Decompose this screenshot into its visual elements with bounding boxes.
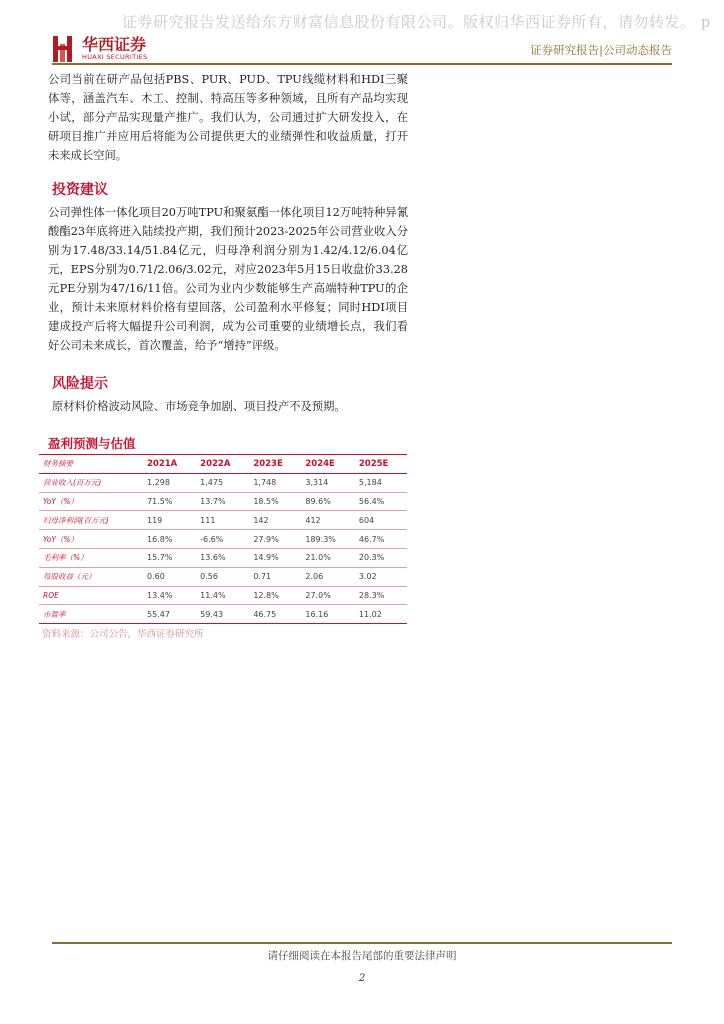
table-row — [39, 586, 407, 605]
table-cell: 71.5% — [143, 492, 196, 511]
table-cell: 0.56 — [196, 567, 249, 586]
table-cell: 189.3% — [301, 530, 355, 549]
table-cell: 1,475 — [196, 473, 249, 492]
table-cell: 11.4% — [196, 586, 249, 605]
footer-divider — [52, 942, 672, 944]
table-cell: 55.47 — [143, 605, 196, 624]
table-cell: 46.75 — [249, 605, 301, 624]
header-cell: 2021A — [143, 455, 196, 474]
risk-title: 风险提示 — [52, 376, 108, 392]
forecast-table-title: 盈利预测与估值 — [48, 436, 136, 451]
table-cell: 18.5% — [249, 492, 301, 511]
table-row — [39, 605, 407, 624]
table-cell: 11.02 — [355, 605, 407, 624]
table-cell: 89.6% — [301, 492, 355, 511]
watermark-text: 证券研究报告发送给东方财富信息股份有限公司。版权归华西证券所有，请勿转发。 p — [122, 13, 711, 31]
header-cell: 2022A — [196, 455, 249, 474]
forecast-table — [39, 454, 407, 624]
table-row — [39, 492, 407, 511]
table-cell: 13.4% — [143, 586, 196, 605]
table-cell: 20.3% — [355, 548, 407, 567]
table-cell: 111 — [196, 511, 249, 530]
table-cell: 0.60 — [143, 567, 196, 586]
intro-paragraph: 公司当前在研产品包括PBS、PUR、PUD、TPU线缆材料和HDI三聚体等，涵盖汽车、木工、控制、特高压等多种领域，且所有产品均实现小试，部分产品实现量产推广。我们认为，公司通过扩大研发投入，在研项目推广并应用后将能为公司提供更大的业绩弹性和收益质量，打开未来成长空间。 — [48, 73, 408, 162]
table-cell: 3,314 — [301, 473, 355, 492]
row-label: 毛利率（%） — [39, 548, 143, 567]
table-cell: 0.71 — [249, 567, 301, 586]
logo-name-cn: 华西证券 — [82, 35, 147, 54]
table-row — [39, 548, 407, 567]
table-cell: 27.9% — [249, 530, 301, 549]
table-cell: 12.8% — [249, 586, 301, 605]
row-label: 营业收入(百万元) — [39, 473, 143, 492]
legal-notice: 请仔细阅读在本报告尾部的重要法律声明 — [267, 950, 457, 962]
table-cell: 2.06 — [301, 567, 355, 586]
table-cell: 604 — [355, 511, 407, 530]
header-divider — [52, 63, 672, 65]
header-cell: 2025E — [355, 455, 407, 474]
company-logo — [52, 34, 148, 64]
table-cell: 13.6% — [196, 548, 249, 567]
table-cell: 15.7% — [143, 548, 196, 567]
table-cell: 59.43 — [196, 605, 249, 624]
table-cell: 14.9% — [249, 548, 301, 567]
table-cell: 412 — [301, 511, 355, 530]
forecast-table-wrapper — [39, 454, 407, 624]
page-number: 2 — [358, 973, 366, 984]
header-cell: 2023E — [249, 455, 301, 474]
table-cell: 142 — [249, 511, 301, 530]
investment-advice-paragraph: 公司弹性体一体化项目20万吨TPU和聚氨酯一体化项目12万吨特种异氰酸酯23年底将进入陆续投产期，我们预计2023-2025年公司营业收入分别为17.48/33.14/51.84亿元，归母净利润分别为1.42/4.12/6.04亿元，EPS分别为0.71/2.06/3.02元，对应2023年5月15日收盘价33.28元PE分别为47/16/11倍。公司为业内少数能够生产高端特种TPU的企业，预计未来原材料价格有望回落，公司盈利水平修复；同时HDI项目建成投产后将大幅提升公司利润，成为公司重要的业绩增长点，我们看好公司未来成长，首次覆盖，给予“增持”评级。 — [48, 206, 408, 352]
row-label: 市盈率 — [39, 605, 143, 624]
table-header-row — [39, 455, 407, 474]
risk-paragraph: 原材料价格波动风险、市场竞争加剧、项目投产不及预期。 — [52, 400, 346, 413]
table-cell: 56.4% — [355, 492, 407, 511]
table-cell: -6.6% — [196, 530, 249, 549]
logo-name-en: HUAXI SECURITIES — [82, 53, 148, 61]
row-label: 每股收益（元） — [39, 567, 143, 586]
table-cell: 21.0% — [301, 548, 355, 567]
huaxi-logo-icon — [52, 34, 74, 64]
table-cell: 27.0% — [301, 586, 355, 605]
header-cell: 财务摘要 — [39, 455, 143, 474]
investment-advice-title: 投资建议 — [52, 182, 108, 198]
table-cell: 16.8% — [143, 530, 196, 549]
row-label: YoY（%） — [39, 492, 143, 511]
report-type: 证券研究报告|公司动态报告 — [530, 43, 672, 57]
table-cell: 1,748 — [249, 473, 301, 492]
table-cell: 16.16 — [301, 605, 355, 624]
table-cell: 1,298 — [143, 473, 196, 492]
row-label: YoY（%） — [39, 530, 143, 549]
table-row — [39, 567, 407, 586]
table-cell: 119 — [143, 511, 196, 530]
table-cell: 5,184 — [355, 473, 407, 492]
main-content — [48, 70, 408, 416]
table-cell: 13.7% — [196, 492, 249, 511]
table-source-note: 资料来源：公司公告，华西证券研究所 — [42, 629, 204, 640]
table-row — [39, 511, 407, 530]
table-row — [39, 473, 407, 492]
table-cell: 3.02 — [355, 567, 407, 586]
table-row — [39, 530, 407, 549]
table-cell: 28.3% — [355, 586, 407, 605]
row-label: ROE — [39, 586, 143, 605]
row-label: 归母净利润(百万元) — [39, 511, 143, 530]
header-cell: 2024E — [301, 455, 355, 474]
table-cell: 46.7% — [355, 530, 407, 549]
